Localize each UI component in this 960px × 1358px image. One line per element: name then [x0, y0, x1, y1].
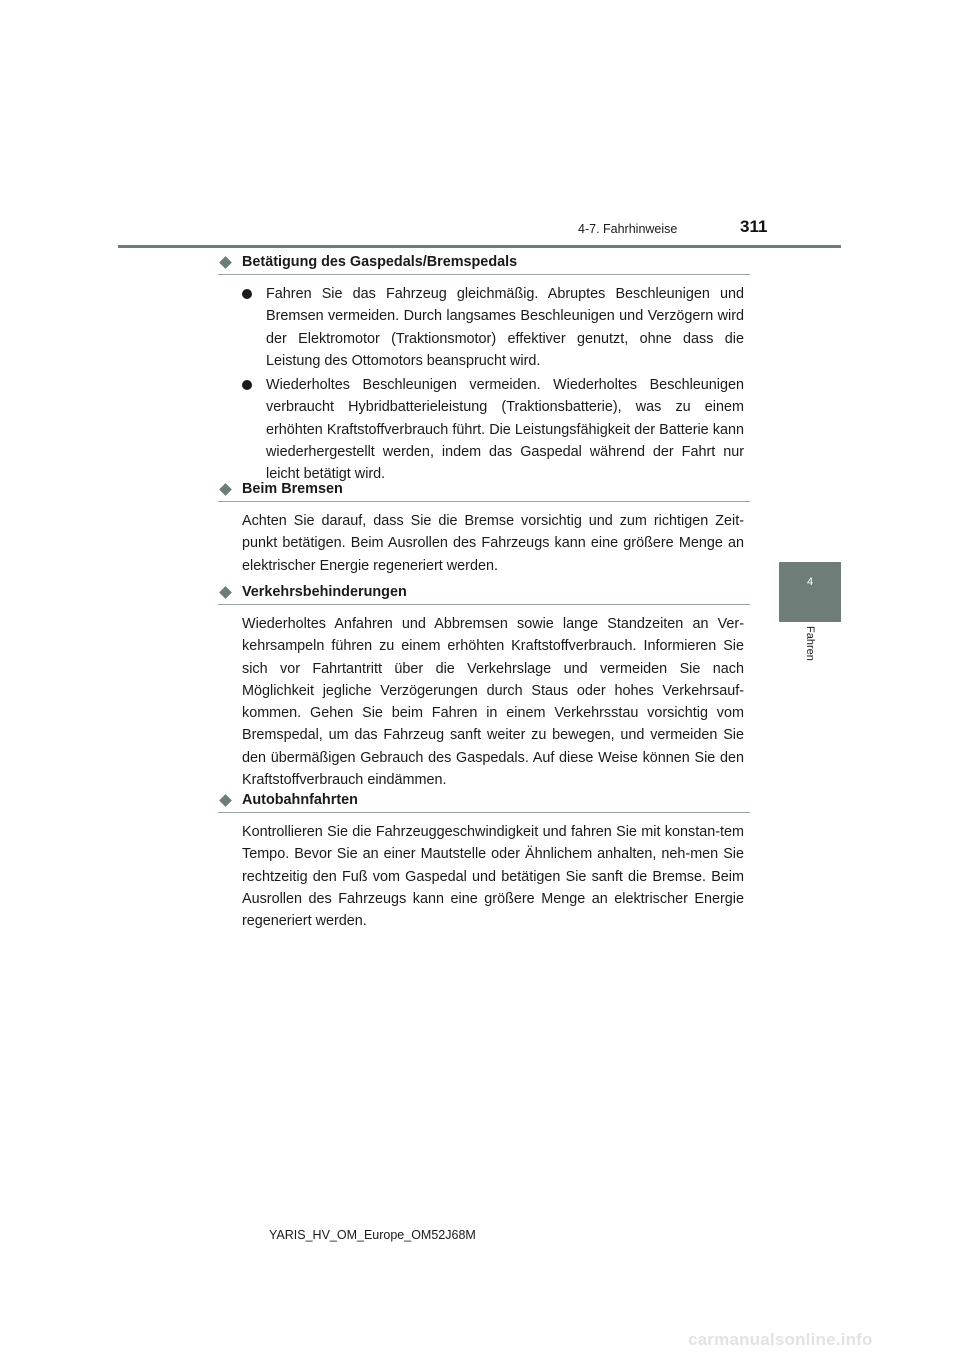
chapter-tab[interactable] — [779, 562, 841, 622]
bullet-dot-icon — [242, 289, 252, 299]
diamond-bullet-icon — [219, 586, 232, 599]
section-heading-text: Verkehrsbehinderungen — [242, 584, 407, 600]
section-bremsen — [218, 481, 750, 577]
section-heading — [218, 584, 750, 605]
chapter-number: 4 — [806, 576, 814, 588]
diamond-bullet-icon — [219, 256, 232, 269]
section-gaspedal — [218, 254, 750, 486]
header-section-title: 4-7. Fahrhinweise — [578, 222, 678, 236]
watermark: carmanualsonline.info — [688, 1330, 873, 1349]
diamond-bullet-icon — [219, 483, 232, 496]
bullet-dot-icon — [242, 380, 252, 390]
section-paragraph: Achten Sie darauf, dass Sie die Bremse vorsichtig und zum richtigen Zeit-punkt betätigen. Beim Ausrollen des Fahrzeugs kann eine größere Menge an elektrischer Energie regeneriert werden. — [242, 513, 744, 574]
section-heading-text: Betätigung des Gaspedals/Bremspedals — [242, 254, 518, 270]
list-item-text: Fahren Sie das Fahrzeug gleichmäßig. Abruptes Beschleunigen und Bremsen vermeiden. Durch langsames Beschleunigen und Verzögern wird der Elektromotor (Traktionsmotor) effektiver genutzt, ohne dass die Leistung des Ottomotors beansprucht wird. — [266, 286, 744, 369]
section-heading — [218, 792, 750, 813]
section-heading-text: Autobahnfahrten — [242, 792, 358, 808]
page-number: 311 — [740, 217, 768, 236]
section-paragraph: Wiederholtes Anfahren und Abbremsen sowie lange Standzeiten an Ver-kehrsampeln führen zu einem erhöhten Kraftstoffverbrauch. Informieren Sie sich vor Fahrtantritt über die Verkehrslage und vermeiden Sie nach Möglichkeit jegliche Verzögerungen durch Staus oder hohes Verkehrsauf-kommen. Gehen Sie beim Fahren in einem Verkehrsstau vorsichtig vom Bremspedal, um das Fahrzeug sanft weiter zu bewegen, und vermeiden Sie den übermäßigen Gebrauch des Gaspedals. Auf diese Weise können Sie den Kraftstoffverbrauch eindämmen. — [242, 616, 744, 789]
list-item — [242, 374, 744, 485]
section-autobahnfahrten — [218, 792, 750, 932]
header-divider — [118, 245, 841, 248]
section-heading-text: Beim Bremsen — [242, 481, 343, 497]
diamond-bullet-icon — [219, 794, 232, 807]
section-heading — [218, 481, 750, 502]
list-item — [242, 283, 744, 372]
chapter-label: Fahren — [804, 626, 816, 661]
footer-document-id: YARIS_HV_OM_Europe_OM52J68M — [269, 1228, 476, 1242]
section-paragraph: Kontrollieren Sie die Fahrzeuggeschwindigkeit und fahren Sie mit konstan-tem Tempo. Bevor Sie an einer Mautstelle oder Ähnlichem anhalten, neh-men Sie rechtzeitig den Fuß vom Gaspedal und betätigen Sie sanft die Bremse. Beim Ausrollen des Fahrzeugs kann eine größere Menge an elektrischer Energie regeneriert werden. — [242, 824, 744, 930]
section-heading — [218, 254, 750, 275]
list-item-text: Wiederholtes Beschleunigen vermeiden. Wiederholtes Beschleunigen verbraucht Hybridbatterieleistung (Traktionsbatterie), was zu einem erhöhten Kraftstoffverbrauch führt. Die Leistungsfähigkeit der Batterie kann wiederhergestellt werden, indem das Gaspedal während der Fahrt nur leicht betätigt wird. — [266, 377, 744, 483]
section-verkehrsbehinderungen — [218, 584, 750, 791]
